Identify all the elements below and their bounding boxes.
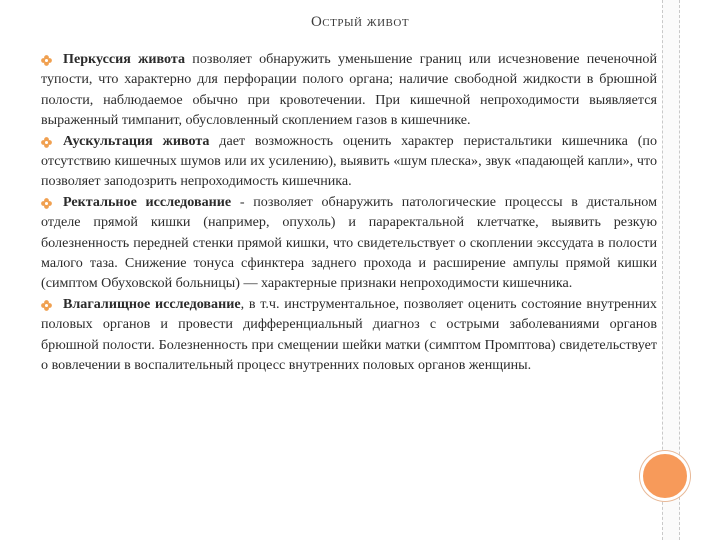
text-vaginal-exam: , в т.ч. инструментальное, позволяет оценить состояние внутренних половых органов и провести дифференциальный диагноз с острыми заболеваниями органов брюшной полости. Болезненность при смещении шейки матки (симптом Промптова) свидетельствует о вовлечении в воспалительный процесс внутренних половых органов женщины. xyxy=(41,295,657,374)
text-rectal-exam: - позволяет обнаружить патологические процессы в дистальном отделе прямой кишки (например, опухоль) и параректальной клетчатке, выявить резкую болезненность передней стенки прямой кишки, что свидетельствует о скоплении экссудата в полости малого таза. Снижение тонуса сфинктера заднего прохода и расширение ампулы прямой кишки (симптом Обуховской больницы) — характерные признаки непроходимости кишечника. xyxy=(41,193,657,292)
flower-bullet-icon xyxy=(41,300,52,311)
flower-bullet-icon xyxy=(41,198,52,209)
paragraph-auscultation xyxy=(41,131,657,192)
slide-title: Острый живот xyxy=(310,14,410,30)
text-auscultation: дает возможность оценить характер перистальтики кишечника (по отсутствию кишечных шумов или их усилению), выявить «шум плеска», звук «падающей капли», что позволяет заподозрить непроходимость кишечника. xyxy=(41,132,657,190)
slide-content xyxy=(41,49,657,376)
flower-bullet-icon xyxy=(41,137,52,148)
term-vaginal-exam: Влагалищное исследование xyxy=(63,295,241,312)
paragraph-rectal-exam xyxy=(41,192,657,294)
text-percussion: позволяет обнаружить уменьшение границ или исчезновение печеночной тупости, что характерно для перфорации полого органа; наличие свободной жидкости в брюшной полости, наблюдаемое обычно при кровотечении. При кишечной непроходимости выявляется выраженный тимпанит, обусловленный скоплением газов в кишечнике. xyxy=(41,51,657,129)
paragraph-vaginal-exam xyxy=(41,294,657,376)
paragraph-percussion xyxy=(41,49,657,131)
term-rectal-exam: Ректальное исследование xyxy=(63,193,232,210)
term-percussion: Перкуссия живота xyxy=(63,51,185,67)
decorative-orange-circle xyxy=(640,451,690,501)
flower-bullet-icon xyxy=(41,55,52,66)
term-auscultation: Аускультация живота xyxy=(63,132,210,149)
